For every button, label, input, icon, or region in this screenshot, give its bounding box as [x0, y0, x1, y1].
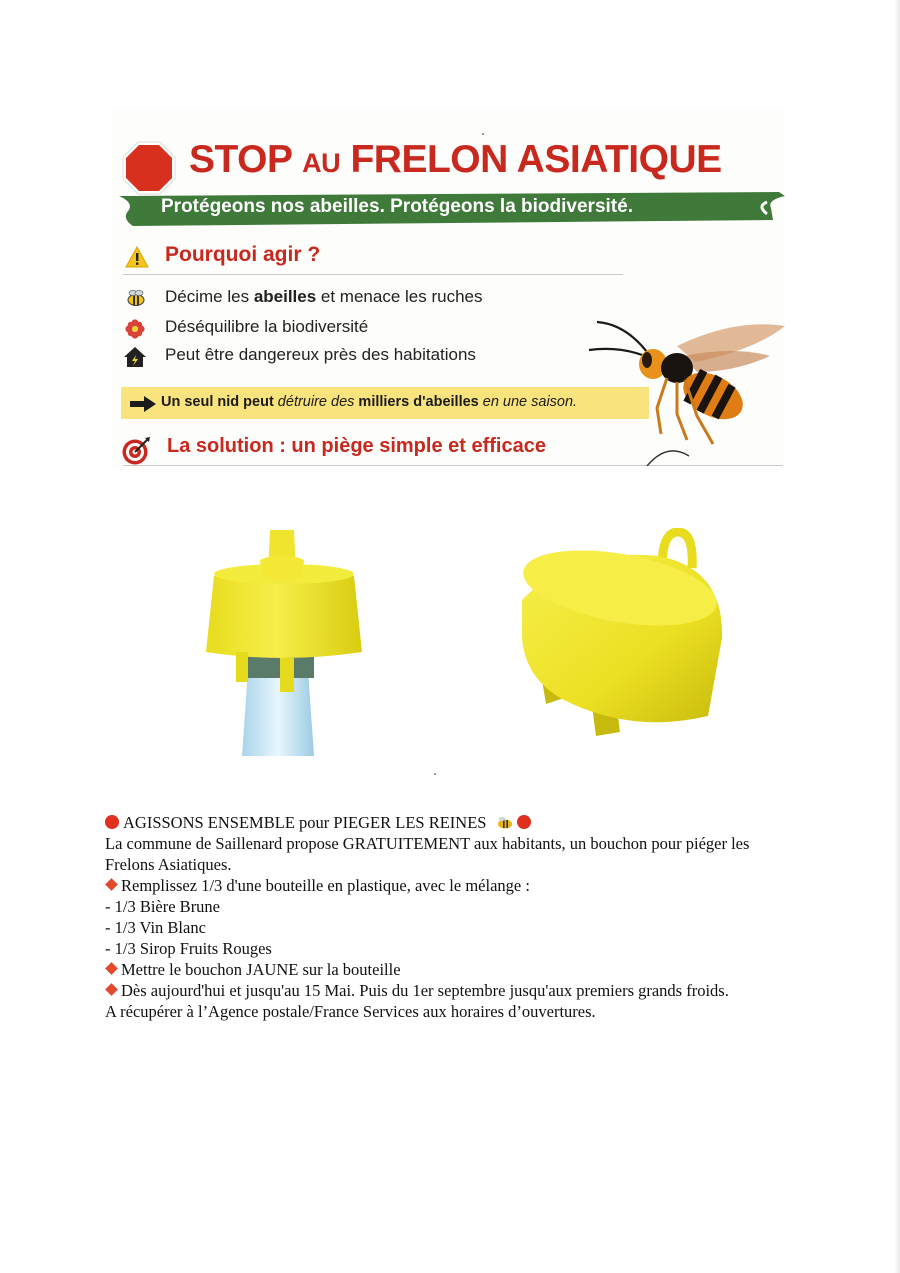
- diamond-bullet-icon: [105, 962, 118, 975]
- flyer-banner: [113, 108, 785, 470]
- ingredient-item: - 1/3 Vin Blanc: [105, 918, 206, 937]
- solution-title: La solution : un piège simple et efficace: [167, 435, 546, 457]
- step-fill: Remplissez 1/3 d'une bouteille en plastique, avec le mélange :: [121, 876, 530, 895]
- slogan-text: Protégeons nos abeilles. Protégeons la biodiversité.: [161, 196, 633, 217]
- step-cap-line: [105, 959, 765, 980]
- notice-heading: AGISSONS ENSEMBLE pour PIEGER LES REINES: [123, 813, 487, 832]
- asian-hornet-illustration: [585, 316, 785, 466]
- flyer-title: STOP AU FRELON ASIATIQUE: [189, 138, 722, 181]
- slogan-banner: [119, 192, 785, 226]
- target-icon: [121, 436, 151, 466]
- red-circle-icon: [517, 815, 531, 829]
- house-icon: [123, 346, 147, 368]
- step-dates: Dès aujourd'hui et jusqu'au 15 Mai. Puis du 1er septembre jusqu'aux premiers grands froids.: [121, 981, 729, 1000]
- ingredient-item: - 1/3 Bière Brune: [105, 897, 221, 916]
- section-title-why: Pourquoi agir ?: [165, 243, 321, 266]
- red-circle-icon: [105, 815, 119, 829]
- notice-text: [105, 812, 765, 1022]
- section-divider: [123, 274, 623, 275]
- flower-icon: [123, 318, 147, 340]
- bullet-biodiversity: Déséquilibre la biodiversité: [165, 317, 369, 336]
- bullet-bees: Décime les abeilles et menace les ruches: [165, 287, 483, 306]
- highlight-bar: [121, 387, 649, 419]
- diamond-bullet-icon: [105, 878, 118, 891]
- trap-cap-on-bottle-photo: [196, 520, 372, 760]
- notice-intro: La commune de Saillenard propose GRATUITEMENT aux habitants, un bouchon pour piéger les Frelons Asiatiques.: [105, 834, 750, 874]
- step-cap: Mettre le bouchon JAUNE sur la bouteille: [121, 960, 401, 979]
- page-edge-shadow: [894, 0, 900, 1273]
- diamond-bullet-icon: [105, 983, 118, 996]
- step-dates-line: [105, 980, 765, 1001]
- ingredient-item: - 1/3 Sirop Fruits Rouges: [105, 939, 272, 958]
- warning-icon: [125, 246, 149, 268]
- highlight-text: Un seul nid peut détruire des milliers d'abeilles en une saison.: [161, 394, 578, 410]
- arrow-right-icon: [129, 396, 157, 412]
- notice-heading-line: [105, 812, 765, 833]
- bee-emoji-icon: [495, 816, 515, 830]
- bee-icon: [123, 288, 147, 310]
- scan-speck: [482, 133, 484, 135]
- scan-speck: [434, 773, 436, 775]
- bullet-danger: Peut être dangereux près des habitations: [165, 345, 476, 364]
- stop-sign-icon: [121, 140, 177, 196]
- step-fill-line: [105, 875, 765, 896]
- trap-cap-photo: [512, 528, 728, 740]
- pickup-info: A récupérer à l’Agence postale/France Services aux horaires d’ouvertures.: [105, 1002, 596, 1021]
